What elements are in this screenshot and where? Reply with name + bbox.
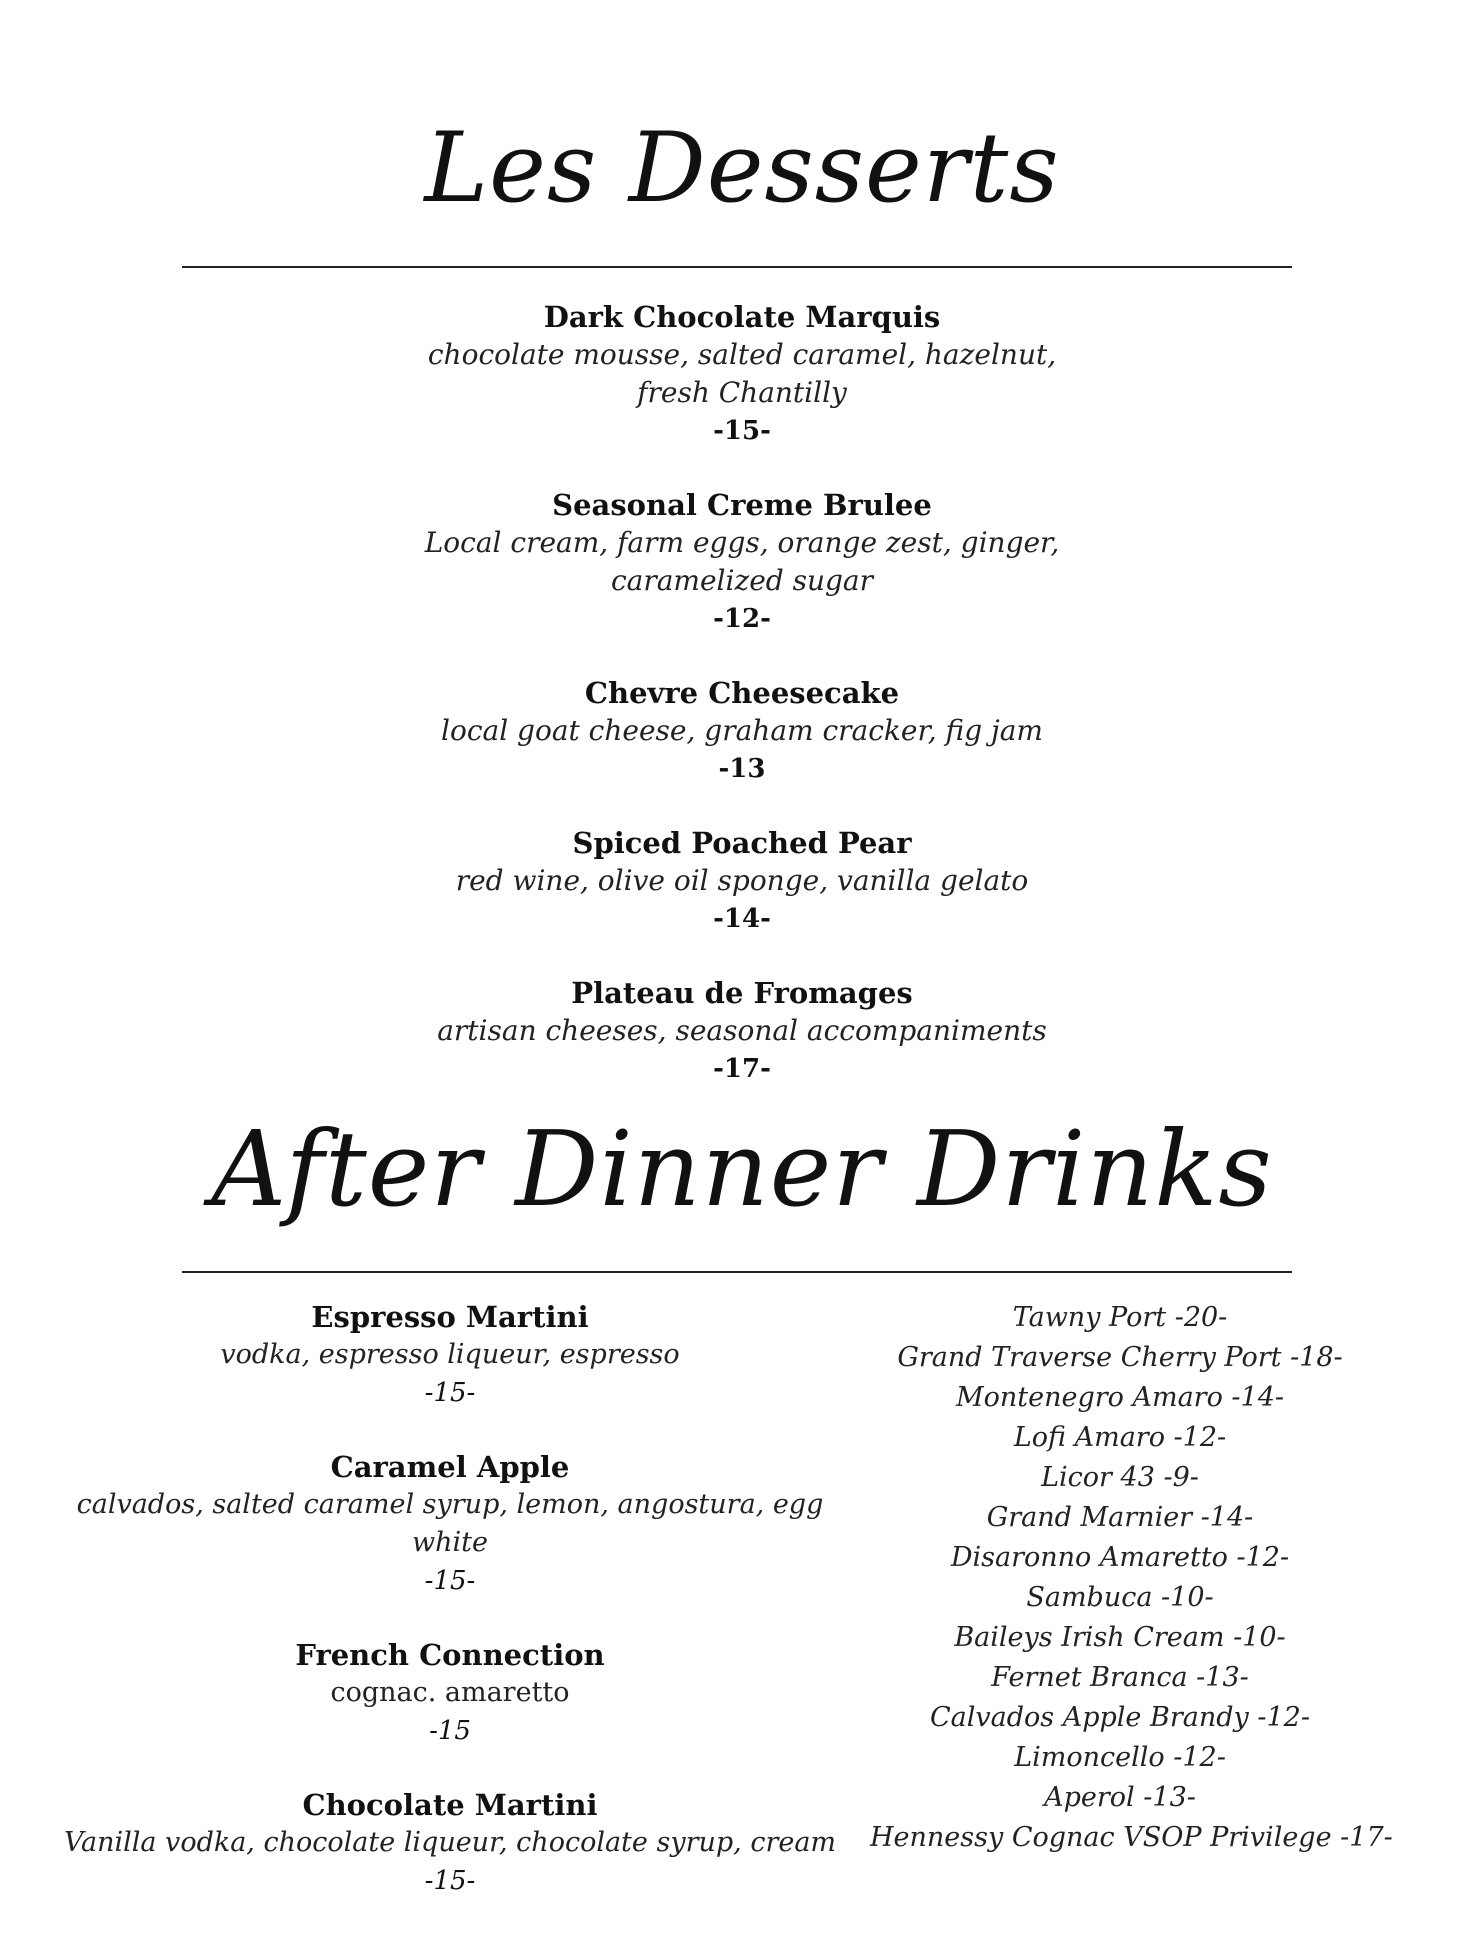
dessert-name: Spiced Poached Pear <box>572 826 912 860</box>
digestif-item: Licor 43 -9- <box>1041 1462 1199 1493</box>
cocktail-name: Chocolate Martini <box>302 1788 598 1822</box>
cocktail-item <box>60 1786 840 1900</box>
digestif-item: Tawny Port -20- <box>1012 1302 1228 1333</box>
dessert-item <box>0 298 1484 450</box>
digestif-item: Grand Marnier -14- <box>986 1502 1254 1533</box>
cocktail-item <box>60 1298 840 1412</box>
digestif-item: Sambuca -10- <box>1026 1582 1214 1613</box>
cocktail-name: Espresso Martini <box>311 1300 589 1334</box>
digestif-list <box>870 1298 1393 1858</box>
dessert-price: -12- <box>713 604 771 634</box>
cocktail-description: Vanilla vodka, chocolate liqueur, chocolate syrup, cream <box>63 1827 837 1858</box>
dessert-name: Seasonal Creme Brulee <box>552 488 932 522</box>
dessert-description: red wine, olive oil sponge, vanilla gelato <box>455 864 1029 897</box>
digestif-item: Fernet Branca -13- <box>991 1662 1249 1693</box>
dessert-description: local goat cheese, graham cracker, fig jam <box>441 714 1043 747</box>
dessert-price: -14- <box>713 904 771 934</box>
divider-rule <box>182 266 1292 268</box>
cocktail-list <box>60 1298 840 1936</box>
dessert-item <box>0 824 1484 938</box>
digestif-item: Limoncello -12- <box>1014 1742 1226 1773</box>
cocktail-price: -15- <box>424 1866 476 1896</box>
dessert-description: fresh Chantilly <box>637 376 847 409</box>
digestif-item: Aperol -13- <box>1044 1782 1196 1813</box>
drinks-heading: After Dinner Drinks <box>211 1108 1273 1230</box>
cocktail-name: Caramel Apple <box>330 1450 570 1484</box>
digestif-item: Calvados Apple Brandy -12- <box>930 1702 1310 1733</box>
cocktail-item <box>60 1636 840 1750</box>
cocktail-description: cognac. amaretto <box>330 1677 570 1708</box>
cocktail-description: vodka, espresso liqueur, espresso <box>220 1339 680 1370</box>
digestif-item: Baileys Irish Cream -10- <box>954 1622 1286 1653</box>
dessert-item <box>0 486 1484 638</box>
desserts-heading: Les Desserts <box>424 112 1060 224</box>
divider-rule <box>182 1271 1292 1273</box>
cocktail-price: -15 <box>429 1716 471 1746</box>
digestif-item: Grand Traverse Cherry Port -18- <box>897 1342 1343 1373</box>
digestif-item: Disaronno Amaretto -12- <box>950 1542 1290 1573</box>
digestif-item: Lofi Amaro -12- <box>1013 1422 1227 1453</box>
digestif-item: Montenegro Amaro -14- <box>955 1382 1285 1413</box>
dessert-description: caramelized sugar <box>610 564 874 597</box>
desserts-list <box>0 298 1484 1124</box>
dessert-price: -17- <box>713 1054 771 1084</box>
cocktail-item <box>60 1448 840 1600</box>
dessert-price: -13 <box>718 754 766 784</box>
dessert-description: artisan cheeses, seasonal accompaniments <box>437 1014 1047 1047</box>
dessert-name: Dark Chocolate Marquis <box>543 300 941 334</box>
cocktail-price: -15- <box>424 1566 476 1596</box>
dessert-name: Plateau de Fromages <box>571 976 913 1010</box>
cocktail-description: calvados, salted caramel syrup, lemon, angostura, egg white <box>76 1489 824 1558</box>
cocktail-name: French Connection <box>295 1638 605 1672</box>
dessert-name: Chevre Cheesecake <box>584 676 900 710</box>
cocktail-price: -15- <box>424 1378 476 1408</box>
dessert-item <box>0 674 1484 788</box>
dessert-item <box>0 974 1484 1088</box>
dessert-description: chocolate mousse, salted caramel, hazelnut, <box>427 338 1057 371</box>
dessert-price: -15- <box>713 416 771 446</box>
digestif-item: Hennessy Cognac VSOP Privilege -17- <box>870 1822 1393 1853</box>
dessert-description: Local cream, farm eggs, orange zest, ginger, <box>424 526 1060 559</box>
